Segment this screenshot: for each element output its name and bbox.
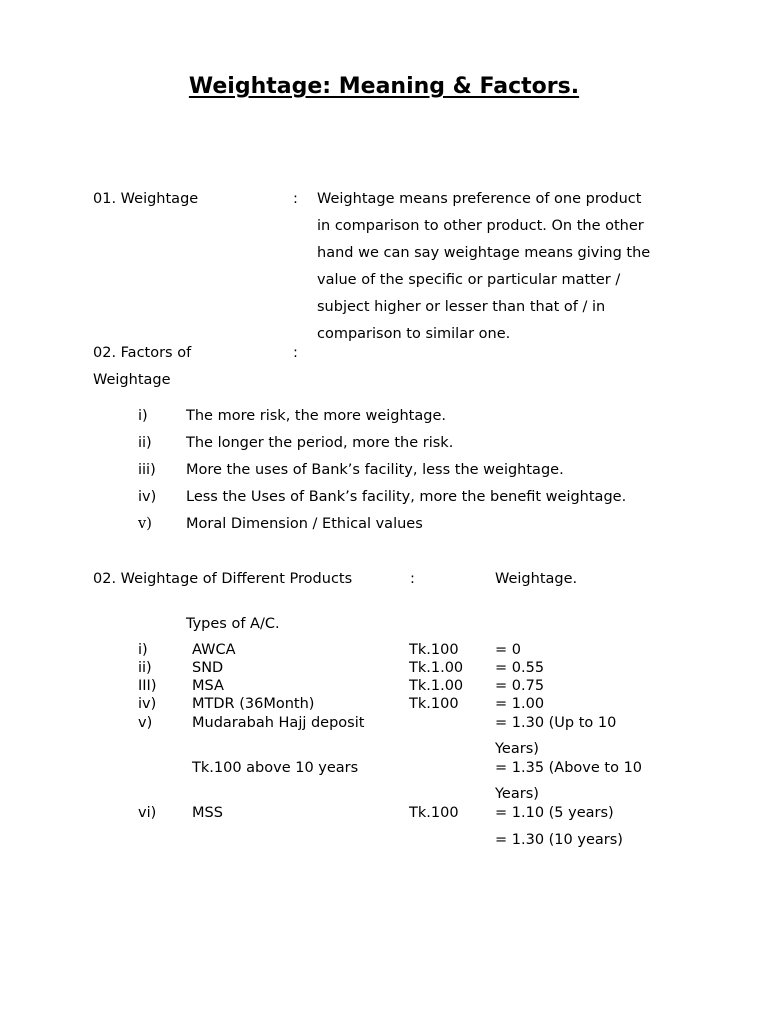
section1-definition-line: value of the specific or particular matter / [317, 272, 621, 288]
product-name: Mudarabah Hajj deposit [192, 715, 365, 731]
product-weightage-continued: Years) [495, 786, 539, 802]
section1-definition-line: in comparison to other product. On the other [317, 218, 644, 234]
page-title: Weightage: Meaning & Factors. [188, 74, 580, 99]
section3-colon: : [410, 571, 415, 587]
section2-label-line2: Weightage [93, 372, 171, 388]
product-number: ii) [138, 660, 152, 676]
factor-text: The longer the period, more the risk. [186, 435, 454, 451]
factor-text: Less the Uses of Bank’s facility, more the benefit weightage. [186, 489, 627, 505]
factor-text: More the uses of Bank’s facility, less the weightage. [186, 462, 564, 478]
product-name: MSS [192, 805, 223, 821]
factor-number: i) [138, 408, 148, 424]
product-weightage: = 0 [495, 642, 521, 658]
product-name: MTDR (36Month) [192, 696, 315, 712]
product-amount: Tk.100 [409, 805, 459, 821]
product-number: iv) [138, 696, 157, 712]
product-weightage: = 0.75 [495, 678, 545, 694]
product-number: v) [138, 715, 153, 731]
factor-number: ii) [138, 435, 152, 451]
product-amount: Tk.1.00 [409, 660, 464, 676]
product-amount: Tk.100 [409, 642, 459, 658]
product-name: AWCA [192, 642, 236, 658]
section2-label-line1: 02. Factors of [93, 345, 192, 361]
section1-definition-line: Weightage means preference of one product [317, 191, 642, 207]
product-number: vi) [138, 805, 157, 821]
section1-colon: : [293, 191, 298, 207]
product-weightage-continued: Years) [495, 741, 539, 757]
product-name: MSA [192, 678, 224, 694]
product-weightage: = 0.55 [495, 660, 545, 676]
product-weightage: = 1.10 (5 years) [495, 805, 614, 821]
factor-number: iii) [138, 462, 156, 478]
weightage-column-header: Weightage. [495, 571, 578, 587]
section1-label: 01. Weightage [93, 191, 199, 207]
section3-label: 02. Weightage of Different Products [93, 571, 353, 587]
product-amount: Tk.100 [409, 696, 459, 712]
product-weightage: = 1.30 (Up to 10 [495, 715, 617, 731]
section2-colon: : [293, 345, 298, 361]
product-weightage: = 1.35 (Above to 10 [495, 760, 643, 776]
section1-definition-line: hand we can say weightage means giving the [317, 245, 651, 261]
section1-definition-line: comparison to similar one. [317, 326, 511, 342]
factor-number: v) [138, 516, 152, 532]
section1-definition-line: subject higher or lesser than that of / in [317, 299, 606, 315]
types-of-account-label: Types of A/C. [186, 616, 280, 632]
product-number: III) [138, 678, 157, 694]
factor-text: The more risk, the more weightage. [186, 408, 446, 424]
product-amount: Tk.1.00 [409, 678, 464, 694]
factor-text: Moral Dimension / Ethical values [186, 516, 423, 532]
product-number: i) [138, 642, 148, 658]
product-weightage: = 1.30 (10 years) [495, 832, 623, 848]
factor-number: iv) [138, 489, 157, 505]
product-weightage: = 1.00 [495, 696, 545, 712]
product-name: SND [192, 660, 224, 676]
product-name: Tk.100 above 10 years [192, 760, 359, 776]
